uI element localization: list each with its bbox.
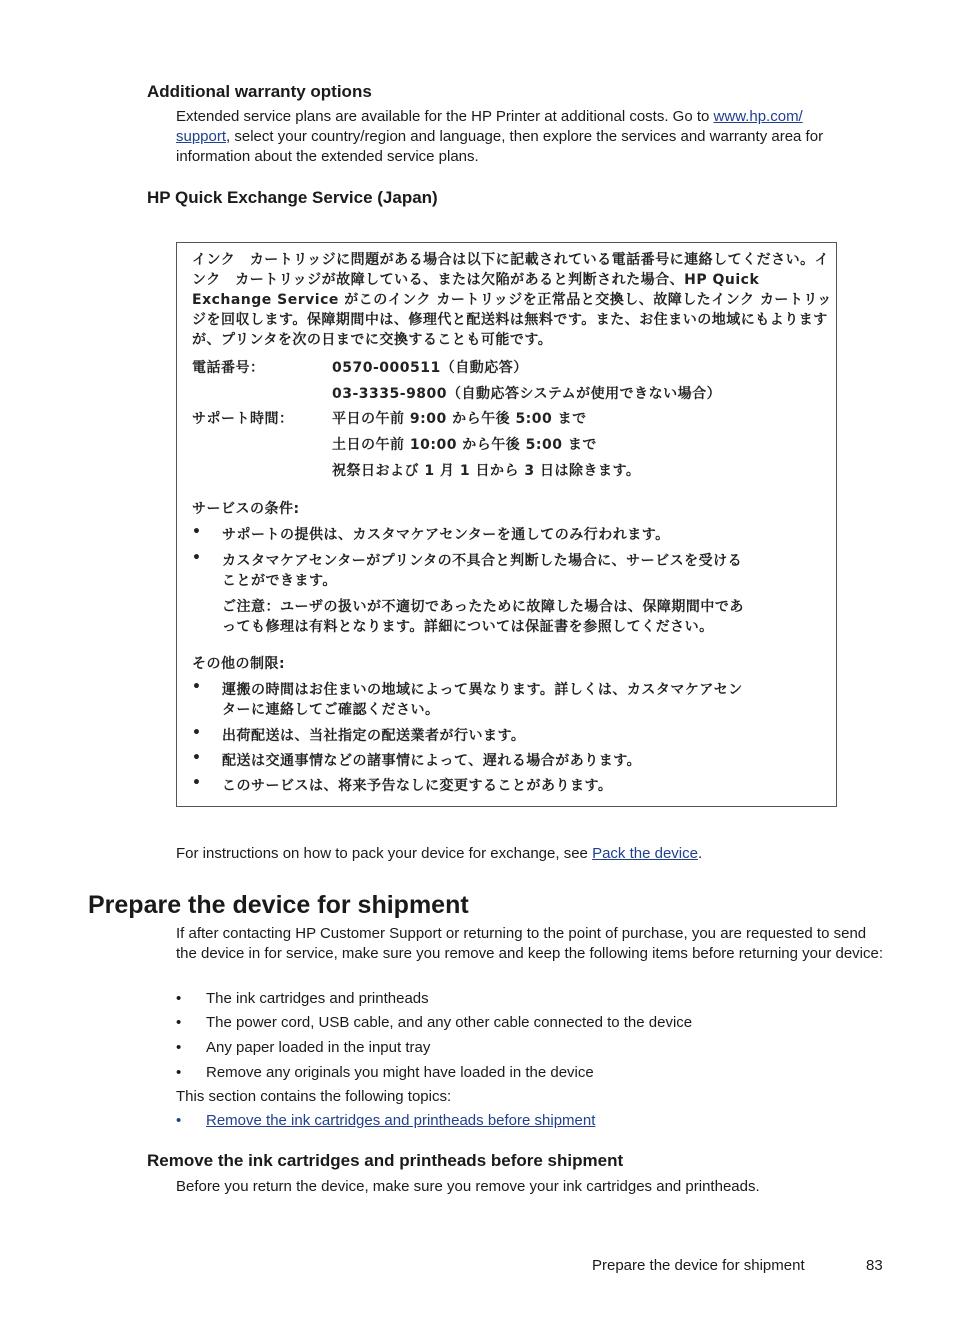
- jp-intro: インク カートリッジに問題がある場合は以下に記載されている電話番号に連絡してください。インク カートリッジが故障している、または欠陥があると判断された場合、HP Quick Exchange Service がこのインク カートリッジを正常品と交換し、故障したインク カートリッジを回収します。保障期間中は、修理代と配送料は無料です。また、お住まいの地域にもよりますが、プリンタを次の日までに交換することも可能です。: [192, 252, 832, 348]
- jp-hours-2: 土日の午前 10:00 から午後 5:00 まで: [332, 437, 597, 453]
- quick-exchange-heading: HP Quick Exchange Service (Japan): [147, 188, 438, 207]
- jp-note-a: ご注意：ユーザの扱いが不適切であったために故障した場合は、保障期間中であ: [222, 599, 744, 615]
- jp-bullet: •: [192, 550, 202, 566]
- list-item: • The power cord, USB cable, and any other cable connected to the device: [176, 1014, 693, 1031]
- warranty-paragraph: [176, 107, 886, 167]
- jp-hours-1: 平日の午前 9:00 から午後 5:00 まで: [332, 411, 587, 427]
- warranty-heading: Additional warranty options: [147, 82, 372, 101]
- list-item: • Remove any originals you might have loaded in the device: [176, 1064, 594, 1081]
- footer-section-title: Prepare the device for shipment: [592, 1257, 805, 1274]
- jp-bullet: •: [192, 679, 202, 695]
- jp-hours-3: 祝祭日および 1 月 1 日から 3 日は除きます。: [332, 463, 641, 479]
- page-title: Prepare the device for shipment: [88, 891, 469, 919]
- jp-conditions-title: サービスの条件:: [192, 501, 300, 517]
- remove-heading: Remove the ink cartridges and printheads before shipment: [147, 1151, 624, 1170]
- jp-other-4: このサービスは、将来予告なしに変更することがあります。: [222, 778, 613, 794]
- warranty-text-before: Extended service plans are available for the HP Printer at additional costs. Go to: [176, 108, 714, 125]
- topic-list-item: • Remove the ink cartridges and printheads before shipment: [176, 1112, 596, 1129]
- jp-phone-label: 電話番号：: [192, 360, 265, 376]
- pack-instructions: For instructions on how to pack your device for exchange, see Pack the device.: [176, 845, 703, 862]
- jp-other-1a: 運搬の時間はお住まいの地域によって異なります。詳しくは、カスタマケアセン: [222, 682, 743, 698]
- remove-cartridges-link[interactable]: Remove the ink cartridges and printheads before shipment: [206, 1112, 596, 1129]
- pack-device-link[interactable]: Pack the device: [592, 845, 698, 862]
- jp-bullet: •: [192, 524, 202, 540]
- remove-text: Before you return the device, make sure you remove your ink cartridges and printheads.: [176, 1178, 760, 1195]
- jp-note-b: っても修理は有料となります。詳細については保証書を参照してください。: [222, 619, 714, 635]
- topics-text: This section contains the following topics:: [176, 1088, 452, 1105]
- jp-bullet: •: [192, 750, 202, 766]
- jp-conditions-2b: ことができます。: [222, 573, 337, 589]
- jp-other-title: その他の制限:: [192, 656, 286, 672]
- jp-other-2: 出荷配送は、当社指定の配送業者が行います。: [222, 728, 526, 744]
- hp-support-link[interactable]: www.hp.com/ support: [176, 108, 803, 145]
- japan-service-box: [176, 242, 837, 807]
- jp-other-3: 配送は交通事情などの諸事情によって、遅れる場合があります。: [222, 753, 642, 769]
- page-number: 83: [866, 1257, 883, 1274]
- jp-phone-1: 0570-000511（自動応答）: [332, 360, 528, 376]
- list-item: • The ink cartridges and printheads: [176, 990, 429, 1007]
- prepare-intro: If after contacting HP Customer Support or returning to the point of purchase, you are requested to send the device in for service, make sure you remove and keep the following items before returning your device:: [176, 925, 884, 962]
- jp-phone-2: 03-3335-9800（自動応答システムが使用できない場合）: [332, 386, 722, 402]
- jp-support-label: サポート時間：: [192, 411, 294, 427]
- jp-bullet: •: [192, 725, 202, 741]
- warranty-text-after: , select your country/region and language, then explore the services and warranty area for information about the extended service plans.: [176, 128, 824, 165]
- jp-bullet: •: [192, 775, 202, 791]
- jp-other-1b: ターに連絡してご確認ください。: [222, 702, 440, 718]
- jp-conditions-1: サポートの提供は、カスタマケアセンターを通してのみ行われます。: [222, 527, 670, 543]
- list-item: • Any paper loaded in the input tray: [176, 1039, 431, 1056]
- jp-conditions-2a: カスタマケアセンターがプリンタの不具合と判断した場合に、サービスを受ける: [222, 553, 743, 569]
